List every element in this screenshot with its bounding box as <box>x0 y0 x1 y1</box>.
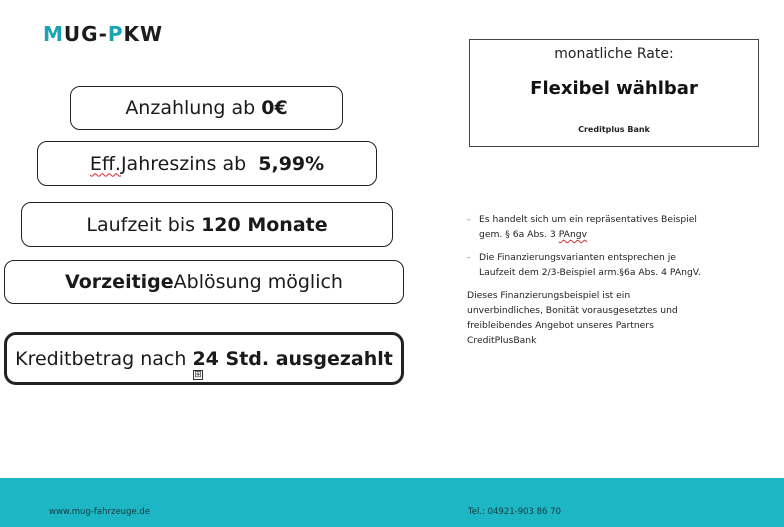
feature-downpayment-text: Anzahlung ab <box>125 97 256 119</box>
feature-term-text: Laufzeit bis <box>86 213 196 236</box>
feature-payout-bold: 24 Std. ausgezahlt <box>192 347 393 370</box>
note-bullet-1-text: Es handelt sich um ein repräsentatives Beispiel gem. § 6a Abs. 3 <box>479 214 697 240</box>
footer-website[interactable]: www.mug-fahrzeuge.de <box>49 507 151 517</box>
note-bullet-2-text: Die Finanzierungsvarianten entsprechen je Laufzeit dem 2/3-Beispiel arm.§6a Abs. 4 PAngV. <box>479 252 701 278</box>
feature-payout[interactable] <box>4 332 404 385</box>
move-handle-icon[interactable]: ⊞ <box>194 370 202 380</box>
feature-early-repayment[interactable] <box>4 260 404 304</box>
feature-early-text: Ablösung möglich <box>173 271 343 293</box>
rate-label: monatliche Rate: <box>554 46 674 62</box>
note-paragraph: Dieses Finanzierungsbeispiel ist ein unverbindliches, Bonität vorausgesetztes und freibleibendes Angebot unseres Partners CreditPlusBank <box>467 290 678 346</box>
note-bullet-1-pangv: PAngv <box>558 229 588 240</box>
legal-notes <box>467 212 707 348</box>
note-bullet-2 <box>467 250 707 280</box>
rate-bank: Creditplus Bank <box>578 125 650 134</box>
bullet-dash: - <box>467 252 471 263</box>
rate-box <box>469 39 759 147</box>
feature-payout-text: Kreditbetrag nach <box>15 347 187 370</box>
feature-downpayment[interactable] <box>70 86 343 130</box>
feature-interest-bold: 5,99% <box>258 152 325 175</box>
feature-interest-text: Jahreszins ab <box>120 152 247 175</box>
logo-m: M <box>43 22 64 46</box>
footer-phone[interactable]: Tel.: 04921-903 86 70 <box>468 507 561 517</box>
feature-term[interactable] <box>21 202 393 247</box>
bullet-dash: - <box>467 214 471 225</box>
logo-kw: KW <box>123 22 164 46</box>
feature-downpayment-bold: 0€ <box>261 97 288 119</box>
feature-interest-prefix: Eff. <box>89 152 121 175</box>
feature-early-bold: Vorzeitige <box>65 271 174 293</box>
feature-interest[interactable] <box>37 141 377 186</box>
note-bullet-1 <box>467 212 707 242</box>
rate-value: Flexibel wählbar <box>530 78 698 99</box>
logo-p: P <box>107 22 124 46</box>
feature-term-bold: 120 Monate <box>201 213 328 236</box>
logo-ug: UG- <box>63 22 108 46</box>
logo <box>43 22 163 46</box>
footer-bar <box>0 478 784 527</box>
